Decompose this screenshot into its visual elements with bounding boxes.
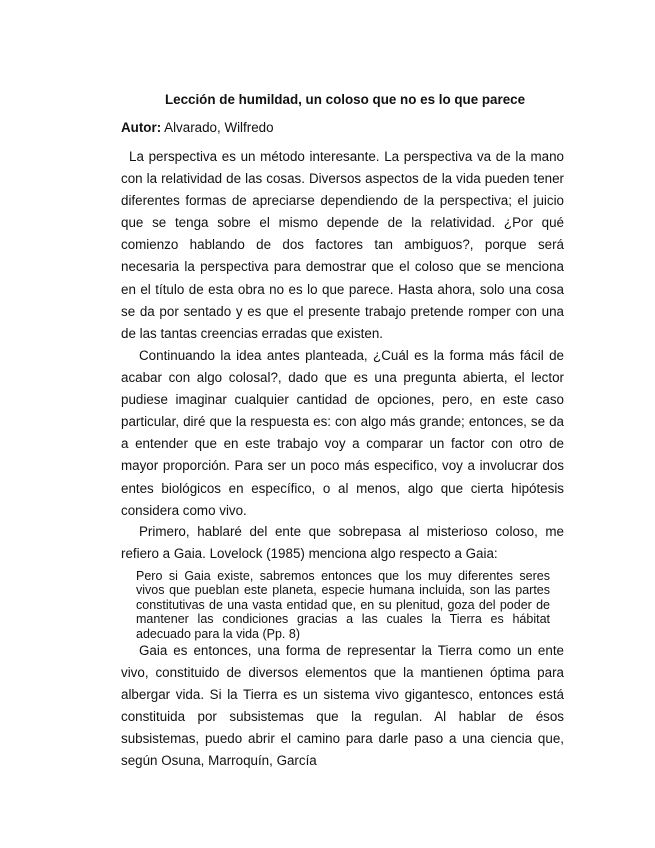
- paragraph-gaia: Gaia es entonces, una forma de representar la Tierra como un ente vivo, constituido de diversos elementos que la mantienen óptima para albergar vida. Si la Tierra es un sistema vivo gigantesco, entonces está constituida por subsistemas que la regulan. Al hablar de ésos subsistemas, puedo abrir el camino para darle paso a una ciencia que, según Osuna, Marroquín, García: [121, 643, 564, 769]
- author-line: [121, 119, 274, 137]
- author-label: Autor:: [121, 120, 162, 135]
- paragraph-continuando: Continuando la idea antes planteada, ¿Cuál es la forma más fácil de acabar con algo colosal?, dado que es una pregunta abierta, el lector pudiese imaginar cualquier cantidad de opciones, pero, en este caso particular, diré que la respuesta es: con algo más grande; entonces, se da a entender que en este trabajo voy a comparar un factor con otro de mayor proporción. Para ser un poco más especifico, voy a involucrar dos entes biológicos en específico, o al menos, algo que cierta hipótesis considera como vivo.: [121, 348, 564, 518]
- document-title: Lección de humildad, un coloso que no es lo que parece: [164, 92, 526, 107]
- paragraph-primero: Primero, hablaré del ente que sobrepasa al misterioso coloso, me refiero a Gaia. Lovelock (1985) menciona algo respecto a Gaia:: [121, 524, 564, 562]
- author-name: Alvarado, Wilfredo: [161, 120, 274, 135]
- block-quote-lovelock: Pero si Gaia existe, sabremos entonces que los muy diferentes seres vivos que pueblan este planeta, especie humana incluida, son las partes constitutivas de una vasta entidad que, en su plenitud, goza del poder de mantener las condiciones gracias a las cuales la Tierra es hábitat adecuado para la vida (Pp. 8): [136, 569, 550, 641]
- paragraph-perspectiva: La perspectiva es un método interesante. La perspectiva va de la mano con la relatividad de las cosas. Diversos aspectos de la vida pueden tener diferentes formas de apreciarse dependiendo de la perspectiva; el juicio que se tenga sobre el mismo depende de la relatividad. ¿Por qué comienzo hablando de dos factores tan ambiguos?, porque será necesaria la perspectiva para demostrar que el coloso que se menciona en el título de esta obra no es lo que parece. Hasta ahora, solo una cosa se da por sentado y es que el presente trabajo pretende romper con una de las tantas creencias erradas que existen.: [121, 149, 564, 341]
